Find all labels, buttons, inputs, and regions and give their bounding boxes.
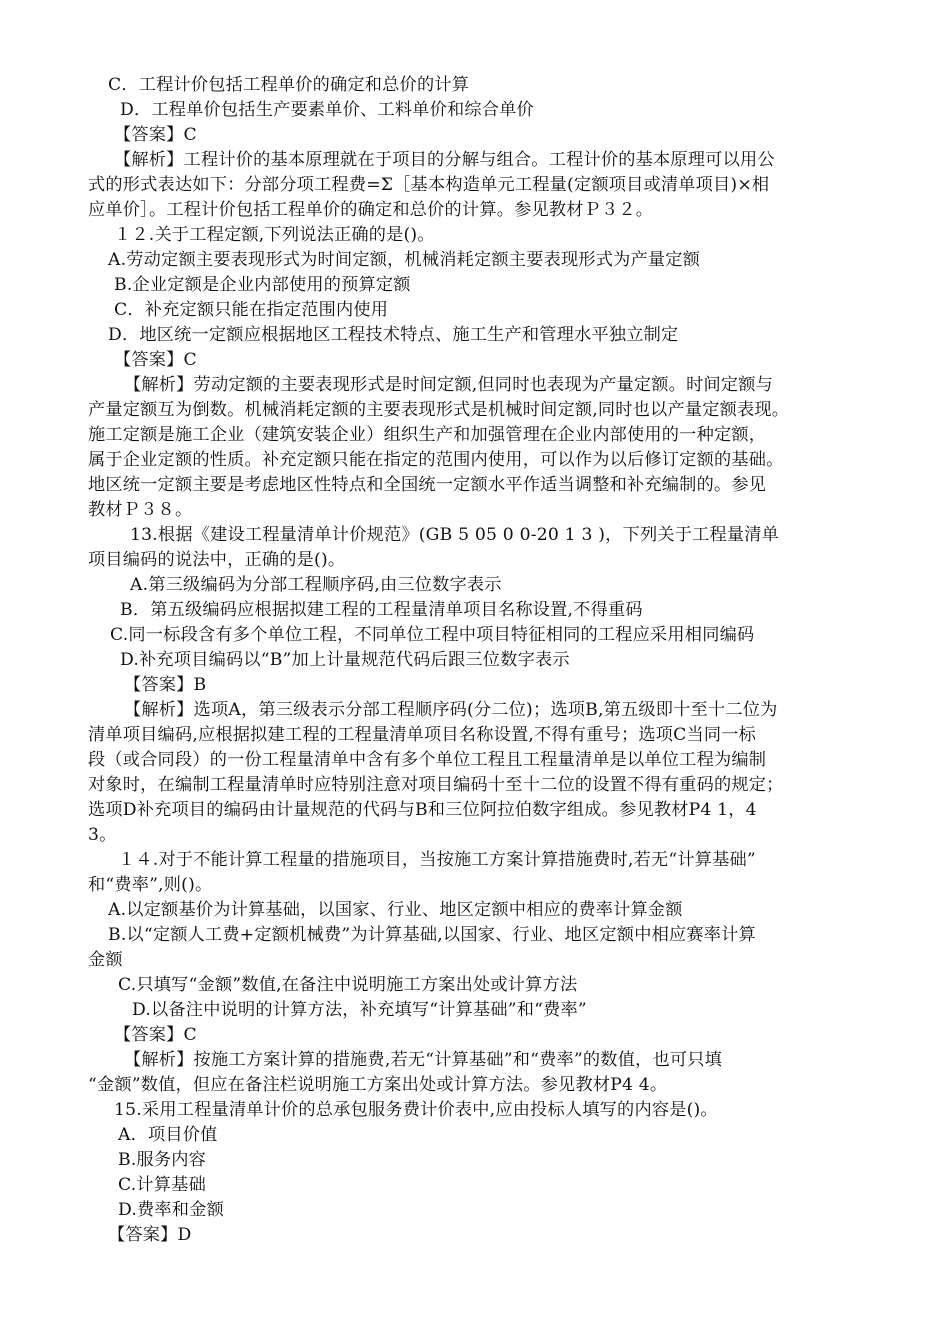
text-line: 项目编码的说法中，正确的是()。 [88, 550, 346, 570]
text-line: 地区统一定额主要是考虑地区性特点和全国统一定额水平作适当调整和补充编制的。参见 [88, 475, 767, 495]
text-line: １４.对于不能计算工程量的措施项目，当按施工方案计算措施费时,若无“计算基础” [118, 850, 756, 870]
text-line: C．工程计价包括工程单价的确定和总价的计算 [108, 75, 470, 95]
text-line: C.计算基础 [118, 1175, 206, 1195]
text-line: B.服务内容 [118, 1150, 207, 1170]
text-line: 3。 [88, 825, 117, 845]
text-line: 【解析】选项A，第三级表示分部工程顺序码(分二位)；选项B,第五级即十至十二位为 [124, 700, 778, 720]
text-line: A.第三级编码为分部工程顺序码,由三位数字表示 [130, 575, 502, 595]
text-line: 式的形式表达如下：分部分项工程费=Σ［基本构造单元工程量(定额项目或清单项目)×相 [88, 175, 770, 195]
text-line: 【答案】C [114, 125, 197, 145]
text-line: 清单项目编码,应根据拟建工程的工程量清单项目名称设置,不得有重号；选项C当同一标 [88, 725, 757, 745]
text-line: D.补充项目编码以“B”加上计量规范代码后跟三位数字表示 [120, 650, 570, 670]
text-line: C．补充定额只能在指定范围内使用 [114, 300, 389, 320]
text-line: D．工程单价包括生产要素单价、工料单价和综合单价 [120, 100, 534, 120]
text-line: 教材Ｐ３８。 [88, 500, 193, 520]
text-line: 属于企业定额的性质。补充定额只能在指定的范围内使用，可以作为以后修订定额的基础。 [88, 450, 784, 470]
text-line: 【解析】劳动定额的主要表现形式是时间定额,但同时也表现为产量定额。时间定额与 [124, 375, 774, 395]
text-line: 施工定额是施工企业（建筑安装企业）组织生产和加强管理在企业内部使用的一种定额， [88, 425, 767, 445]
text-line: A.以定额基价为计算基础，以国家、行业、地区定额中相应的费率计算金额 [108, 900, 683, 920]
text-line: 对象时，在编制工程量清单时应特别注意对项目编码十至十二位的设置不得有重码的规定； [88, 775, 784, 795]
text-line: 【答案】D [108, 1225, 192, 1245]
text-line: 金额 [88, 950, 123, 970]
text-line: A.劳动定额主要表现形式为时间定额，机械消耗定额主要表现形式为产量定额 [108, 250, 701, 270]
text-line: １２.关于工程定额,下列说法正确的是()。 [114, 225, 435, 245]
text-line: 【解析】按施工方案计算的措施费,若无“计算基础”和“费率”的数值，也可只填 [124, 1050, 723, 1070]
text-line: 【答案】B [124, 675, 207, 695]
text-line: D．地区统一定额应根据地区工程技术特点、施工生产和管理水平独立制定 [108, 325, 679, 345]
text-line: 段（或合同段）的一份工程量清单中含有多个单位工程且工程量清单是以单位工程为编制 [88, 750, 767, 770]
text-line: 【解析】工程计价的基本原理就在于项目的分解与组合。工程计价的基本原理可以用公 [114, 150, 775, 170]
text-line: “金额”数值，但应在备注栏说明施工方案出处或计算方法。参见教材P4 4。 [88, 1075, 668, 1095]
text-line: 【答案】C [114, 1025, 197, 1045]
text-line: C.同一标段含有多个单位工程，不同单位工程中项目特征相同的工程应采用相同编码 [110, 625, 755, 645]
text-line: 产量定额互为倒数。机械消耗定额的主要表现形式是机械时间定额,同时也以产量定额表现。 [88, 400, 790, 420]
text-line: B.企业定额是企业内部使用的预算定额 [114, 275, 411, 295]
text-line: A．项目价值 [118, 1125, 218, 1145]
text-line: C.只填写“金额”数值,在备注中说明施工方案出处或计算方法 [118, 975, 578, 995]
text-line: 和“费率”,则()。 [88, 875, 213, 895]
text-line: 应单价］。工程计价包括工程单价的确定和总价的计算。参见教材Ｐ３２。 [88, 200, 654, 220]
text-line: B.以“定额人工费+定额机械费”为计算基础,以国家、行业、地区定额中相应赛率计算 [108, 925, 756, 945]
text-line: B．第五级编码应根据拟建工程的工程量清单项目名称设置,不得重码 [120, 600, 643, 620]
text-line: D.费率和金额 [118, 1200, 224, 1220]
text-line: 13.根据《建设工程量清单计价规范》(GB 5 05 0 0-20 1 3 )，下列关于工程量清单 [130, 525, 780, 545]
text-line: D.以备注中说明的计算方法，补充填写“计算基础”和“费率” [132, 1000, 587, 1020]
text-line: 选项D补充项目的编码由计量规范的代码与B和三位阿拉伯数字组成。参见教材P4 1，4 [88, 800, 757, 820]
text-line: 15.采用工程量清单计价的总承包服务费计价表中,应由投标人填写的内容是()。 [114, 1100, 718, 1120]
text-line: 【答案】C [114, 350, 197, 370]
